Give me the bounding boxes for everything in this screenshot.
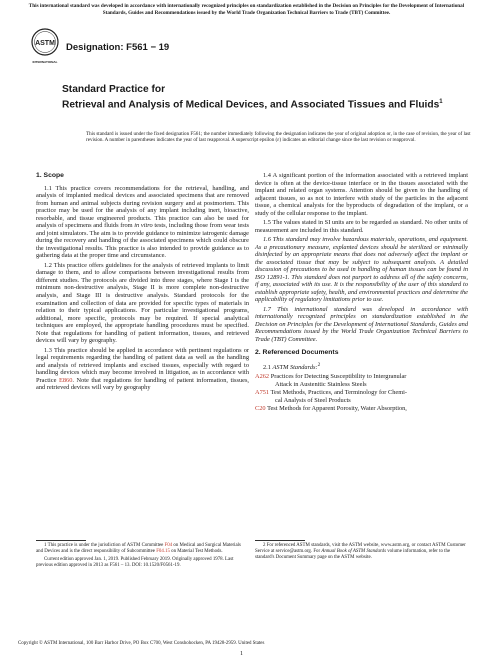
paragraph-1-3: 1.3 This practice should be applied in accordance with pertinent regulations or legal requirements regarding the handling of patient data as well as the handling and analysis of retrieved implants and excised tissues, especially with regard to handling devices which may become involved in litigation, as in accordance with Practice E860. Note that regulations for handling of patient information, tissues, and retrieved devices will vary by geography (36, 346, 250, 392)
e860-link[interactable]: E860 (58, 376, 73, 384)
f04-15-link[interactable]: F04.15 (156, 549, 170, 555)
ref-a751: A751 Test Methods, Practices, and Terminology for Chemi- cal Analysis of Steel Products (255, 389, 408, 404)
paragraph-1-5: 1.5 The values stated in SI units are to be regarded as standard. No other units of measurement are included in this standard. (255, 219, 468, 234)
left-column (36, 172, 249, 394)
footnote-divider (36, 540, 86, 541)
paragraph-1-6: 1.6 This standard may involve hazardous materials, operations, and equipment. As a precautionary measure, explanted devices should be sterilized or minimally disinfected by an appropriate means that does not adversely affect the implant or the associated tissue that may be subject to subsequent analysis. A detailed discussion of precautions to be used in handling of human tissues can be found in ISO 12891-1. This standard does not purport to address all of the safety concerns, if any, associated with its use. It is the responsibility of the user of this standard to establish appropriate safety, health, and environmental practices and determine the applicability of regulatory limitations prior to use. (255, 235, 468, 304)
ref-a751-link[interactable]: A751 (255, 389, 270, 397)
title-footnote-ref[interactable]: 1 (439, 99, 443, 105)
logo-text: ASTM (35, 40, 55, 47)
title-block (62, 84, 462, 112)
footnote-1: 1 This practice is under the jurisdiction of ASTM Committee F04 on Medical and Surgical Materials and Devices and is the direct responsibility of Subcommittee F04.15 on Material Test Methods. (36, 543, 241, 555)
section-1-heading: 1. Scope (36, 172, 64, 179)
issuance-statement: This standard is issued under the fixed designation F561; the number immediately following the designation indicates the year of original adoption or, in the case of revision, the year of last revision. A number in parentheses indicates the year of last reapproval. A superscript epsilon (ε) indicates an editorial change since the last revision or reapproval. (86, 131, 471, 144)
logo-subtext: INTERNATIONAL (32, 60, 58, 64)
right-column (255, 172, 468, 413)
section-2-heading: 2. Referenced Documents (255, 349, 339, 357)
ref-a262: A262 Practices for Detecting Susceptibility to Intergranular Attack in Austenitic Stainless Steels (255, 373, 407, 388)
page-number: 1 (240, 650, 244, 657)
ref-c20: C20 Test Methods for Apparent Porosity, Water Absorption, (255, 404, 407, 412)
footnotes-right (255, 540, 468, 561)
paragraph-2-1: 2.1 ASTM Standards:$^2$ (263, 361, 321, 372)
footnote-2-ref[interactable]: 2 (317, 361, 321, 368)
footnote-2: 2 For referenced ASTM standards, visit the ASTM website, www.astm.org, or contact ASTM Customer Service at service@astm.org. For Annual Book of ASTM Standards volume information, refer to the standard's Document Summary page on the ASTM website. (255, 543, 466, 561)
title-main (62, 96, 462, 112)
f04-link[interactable]: F04 (164, 543, 173, 548)
footnotes-left (36, 540, 249, 569)
footnote-1-edition: Current edition approved Jan. 1, 2019. Published February 2019. Originally approved 1978. Last previous edition approved in 2013 as F561 – 13. DOI: 10.1520/F0561-19. (36, 557, 234, 569)
ref-a262-link[interactable]: A262 (255, 373, 270, 381)
footnote-divider-right (255, 540, 305, 541)
title-text: Retrieval and Analysis of Medical Devices, and Associated Tissues and Fluids (62, 99, 440, 111)
ref-c20-link[interactable]: C20 (255, 404, 266, 412)
title-prefix: Standard Practice for (62, 84, 166, 95)
astm-logo (30, 27, 60, 67)
paragraph-1-7: 1.7 This international standard was developed in accordance with internationally recognized principles on standardization established in the Decision on Principles for the Development of International Standards, Guides and Recommendations issued by the World Trade Organization Technical Barriers to Trade (TBT) Committee. (255, 305, 468, 343)
paragraph-1-4: 1.4 A significant portion of the information associated with a retrieved implant device is often at the device-tissue interface or in the tissues associated with the implant and related organ systems. Attention should be given to the handling of adjacent tissues, so as not to interfere with study of the particles in the adjacent tissue, a chemical analysis for the byproducts of degradation of the implant, or a study of the cellular response to the implant. (255, 172, 468, 217)
copyright-footer: Copyright © ASTM International, 100 Barr Harbor Drive, PO Box C700, West Conshohocken, PA 19428-2959. United States (18, 641, 265, 646)
tbt-notice: This international standard was developed in accordance with internationally recognized principles on standardization established in the Decision on Principles for the Development of International Standards, Guides and Recommendations issued by the World Trade Organization Technical Barriers to Trade (TBT) Committee. (28, 3, 465, 16)
designation: Designation: F561 − 19 (66, 42, 170, 53)
paragraph-1-2: 1.2 This practice offers guidelines for the analysis of retrieved implants to limit damage to them, and to allow comparisons between investigational results from different studies. The protocols are divided into three stages, where Stage I is the minimum non-destructive analysis, Stage II is more complete non-destructive analysis, and Stage III is destructive analysis. Standard protocols for the examination and collection of data are provided for specific types of materials in relation to their typical applications. For particular investigational programs, additional, more specific, protocols may be required. If special analytical techniques are employed, the appropriate handling procedures must be specified. Note that regulations for handling of patient information, tissues, and retrieved devices will vary by geography. (36, 261, 249, 345)
paragraph-1-1: 1.1 This practice covers recommendations for the retrieval, handling, and analysis of implanted medical devices and associated specimens that are removed from human and animal subjects during revision surgery and at postmortem. This practice may be used for the analysis of any implant including inert, bioactive, resorbable, and tissue engineered products. This practice can also be used for analysis of specimens and fluids from in vitro tests, including those from wear tests and joint simulators. The aim is to provide guidance to minimize iatrogenic damage during the recovery and handling of the associated specimens which could obscure the investigational results. This practice is also intended to provide guidance as to gathering data at the proper time and circumstance. (36, 184, 250, 260)
